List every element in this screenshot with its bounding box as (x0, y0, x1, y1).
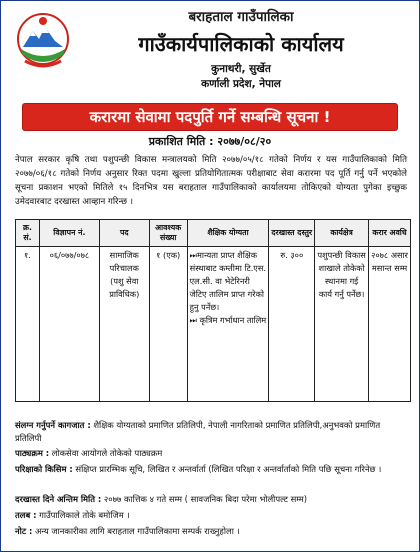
note-text: अन्य जानकारीका लागि बराहताल गाउँपालिकामा सम्पर्क राख्नुहोला । (32, 526, 240, 536)
intro-paragraph: नेपाल सरकार कृषि तथा पशुपन्छी विकास मन्त्रालयको मिति २०७७/०५/१८ गतेको निर्णय र यस गाउँपालिकाको मिति २०७७/०६/१८ गतेको निर्णय अनुसार रिक्त पदमा खुल्ला प्रतियोगितात्मक परीक्षाबाट सेवा करारमा पद पूर्ति गर्नु पर्ने भएकोले सूचना प्रकाशन भएको मितिले १५ दिनभित्र यस बराहताल गाउँपालिकाको कार्यालयमा तोकिएको योग्यता पुगेका इच्छुक उमेदवारबाट दरखास्त आव्हान गरिन्छ । (15, 155, 407, 207)
note-text: गाउँपालिकाले तोके बमोजिम । (36, 510, 130, 520)
note-label: परिक्षाको किसिम : (15, 464, 73, 474)
note-label: पाठ्यक्रम : (15, 448, 50, 458)
address-line-1: कुनाथरी, सुर्खेत (211, 63, 271, 75)
note-label: दरखास्त दिने अन्तिम मिति : (15, 494, 102, 504)
cell-work-area: पशुपन्छी विकास शाखाले तोकेको स्थानमा गई कार्य गर्नु पर्नेछ। (315, 247, 369, 402)
publish-date: प्रकाशित मिति : २०७७/०८/२० (148, 135, 272, 148)
note-text: शैक्षिक योग्यताको प्रमाणित प्रतिलिपी, नेपाली नागरिताको प्रमाणित प्रतिलिपी,अनुभवको प्रमाणित प्रतिलिपी (15, 420, 381, 443)
cell-ad-no: ०६/०७७/०७८ (39, 247, 99, 402)
cell-sn: १. (16, 247, 40, 402)
col-header-count: आवश्यक संख्या (149, 220, 187, 247)
note-documents (15, 419, 407, 445)
col-header-ad-no: विज्ञापन नं. (39, 220, 99, 247)
table-header-row (16, 220, 411, 247)
col-header-post: पद (99, 220, 149, 247)
notice-title-banner: करारमा सेवामा पदपुर्ति गर्ने सम्बन्धि सूचना ! (23, 104, 397, 130)
col-header-sn: क्र. सं. (16, 220, 40, 247)
cell-qualification (187, 247, 269, 402)
col-header-work-area: कार्यक्षेत्र (315, 220, 369, 247)
col-header-qualification: शैक्षिक योग्यता (187, 220, 269, 247)
note-salary (15, 509, 407, 522)
qualification-a: ⏭मान्यता प्राप्त शैक्षिक संस्थाबाट कम्तीमा टि.एस. एल.सी. वा भेटेरिनरी जेटिए तालिम प्राप्त गरेको हुनु पर्नेछ। (189, 250, 266, 312)
note-deadline (15, 493, 407, 506)
note-text: २०७७ कात्तिक ४ गते सम्म ( सावजनिक बिदा परेमा भोलीपल्ट सम्म) (101, 494, 308, 504)
cell-post: सामाजिक परिचालक (पशु सेवा प्राविधिक) (99, 247, 149, 402)
col-header-fee: दरखास्त दस्तुर (269, 220, 315, 247)
cell-fee: रु. ३०० (269, 247, 315, 402)
note-label: तलब : (15, 510, 37, 520)
vacancy-table (15, 219, 411, 402)
note-syllabus (15, 447, 407, 460)
nepal-emblem-icon (15, 11, 71, 71)
qualification-b: ⏭ कृत्रिम गर्भाधान तालिम (189, 315, 267, 325)
municipality-name: बराहताल गाउँपालिका (188, 9, 294, 25)
col-header-duration: करार अवधि (369, 220, 411, 247)
cell-count: १ (एक) (149, 247, 187, 402)
office-name: गाउँकार्यपालिकाको कार्यालय (138, 32, 344, 56)
address-line-2: कर्णाली प्रदेश, नेपाल (201, 78, 281, 90)
note-text: लोकसेवा आयोगले तोकेको पाठ्यक्रम (49, 448, 163, 458)
note-text: संक्षिप्त प्रारम्भिक सूचि, लिखित र अन्तर्वार्ता (लिखित परिक्षा र अन्तर्वार्ताको मिति पछि सूचना गरिनेछ । (72, 464, 382, 474)
table-row (16, 247, 411, 402)
note-label: नोट : (15, 526, 33, 536)
cell-duration: २०७८ असार मसान्त सम्म (369, 247, 411, 402)
note-exam-type (15, 463, 407, 476)
note-label: संलग्न गर्नुपर्ने कागजात : (15, 420, 91, 430)
note-contact (15, 525, 407, 538)
